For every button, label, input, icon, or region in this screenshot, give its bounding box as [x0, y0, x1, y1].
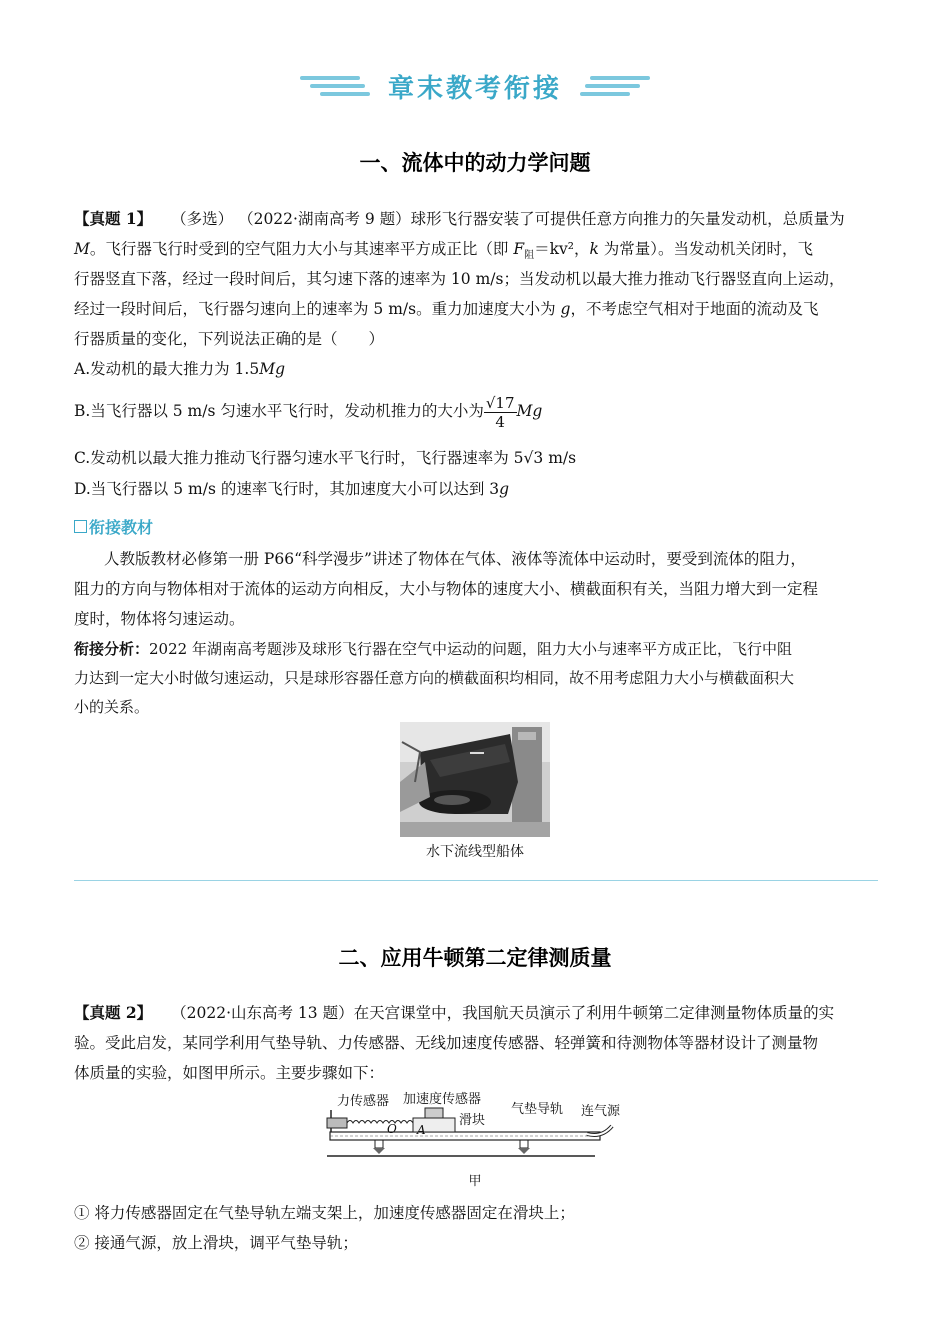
q2-line1	[74, 1002, 834, 1024]
label-force-sensor: 力传感器	[337, 1094, 390, 1109]
option-b-fraction	[484, 394, 517, 431]
q1-mass-symbol: M	[74, 240, 90, 258]
analysis-line3: 小的关系。	[74, 698, 150, 716]
option-a-mg: Mg	[259, 360, 285, 378]
q1-option-c: C.发动机以最大推力推动飞行器匀速水平飞行时，飞行器速率为 5√3 m/s	[74, 449, 577, 467]
q1-line1	[74, 208, 845, 230]
label-point-o: O	[387, 1122, 397, 1136]
analysis-line2: 力达到一定大小时做匀速运动，只是球形容器任意方向的横截面积均相同，故不用考虑阻力大小与横截面积大	[74, 669, 795, 687]
section-divider	[74, 880, 878, 881]
section2-title: 二、应用牛顿第二定律测质量	[338, 946, 612, 970]
link-paragraph-3: 度时，物体将匀速运动。	[74, 610, 245, 628]
apparatus-figure	[325, 1090, 635, 1162]
analysis-line1	[74, 638, 792, 660]
label-air-track: 气垫导轨	[511, 1102, 564, 1117]
q1-option-d	[74, 478, 509, 500]
q2-tag: 【真题 2】	[74, 1003, 153, 1022]
section1-title: 一、流体中的动力学问题	[359, 151, 591, 175]
option-a-text: A.发动机的最大推力为 1.5	[74, 360, 260, 378]
banner-title: 章末教考衔接	[387, 74, 562, 104]
step-2: ② 接通气源，放上滑块，调平气垫导轨；	[74, 1234, 358, 1252]
analysis-text-1: 2022 年湖南高考题涉及球形飞行器在空气中运动的问题，阻力大小与速率平方成正比，飞行中阻	[149, 640, 792, 658]
fraction-numerator: √17	[485, 393, 515, 412]
q1-k-symbol: k	[589, 240, 599, 258]
link-paragraph-1: 人教版教材必修第一册 P66“科学漫步”讲述了物体在气体、液体等流体中运动时，要受到流体的阻力，	[104, 550, 806, 568]
q1-line4-end: ，不考虑空气相对于地面的流动及飞	[570, 300, 819, 318]
q2-line3: 体质量的实验，如图甲所示。主要步骤如下：	[74, 1064, 385, 1082]
step-1: ① 将力传感器固定在气垫导轨左端支架上，加速度传感器固定在滑块上；	[74, 1204, 575, 1222]
q1-option-a	[74, 358, 285, 380]
label-point-a: A	[417, 1123, 426, 1137]
q1-line5: 行器质量的变化，下列说法正确的是（ ）	[74, 330, 385, 348]
q1-line4-text: 经过一段时间后，飞行器匀速向上的速率为 5 m/s。重力加速度大小为	[74, 300, 561, 318]
photo-caption: 水下流线型船体	[426, 844, 524, 860]
option-d-text: D.当飞行器以 5 m/s 的速率飞行时，其加速度大小可以达到 3	[74, 480, 500, 498]
option-d-g: g	[499, 480, 510, 498]
fraction-denominator: 4	[495, 412, 505, 431]
option-b-text: B.当飞行器以 5 m/s 匀速水平飞行时，发动机推力的大小为	[74, 402, 484, 420]
link-heading	[74, 515, 153, 538]
q1-g-symbol: g	[560, 300, 571, 318]
chapter-banner	[300, 66, 650, 104]
q1-line3: 行器竖直下落，经过一段时间后，其匀速下落的速率为 10 m/s；当发动机以最大推力推动飞行器竖直向上运动，	[74, 270, 845, 288]
q2-line1-text: 在天宫课堂中，我国航天员演示了利用牛顿第二定律测量物体质量的实	[353, 1004, 835, 1022]
figure-caption: 甲	[468, 1174, 482, 1189]
q2-line2: 验。受此启发，某同学利用气垫导轨、力传感器、无线加速度传感器、轻弹簧和待测物体等器材设计了测量物	[74, 1034, 819, 1052]
q1-line2-text: 。飞行器飞行时受到的空气阻力大小与其速率平方成正比（即	[89, 240, 514, 258]
q1-line2	[74, 238, 813, 267]
q1-force-symbol: F	[513, 240, 525, 258]
q1-line2-end: 为常量）。当发动机关闭时，飞	[598, 240, 814, 258]
analysis-label: 衔接分析：	[74, 640, 150, 658]
label-air-source: 连气源	[581, 1104, 621, 1119]
q1-formula: ＝kv²，	[534, 240, 590, 258]
label-accel-sensor: 加速度传感器	[403, 1092, 482, 1107]
checkbox-icon	[74, 520, 87, 533]
q2-source: （2022·山东高考 13 题）	[171, 1004, 354, 1022]
link-paragraph-2: 阻力的方向与物体相对于流体的运动方向相反，大小与物体的速度大小、横截面积有关，当阻力增大到一定程	[74, 580, 819, 598]
q1-tag: 【真题 1】	[74, 209, 153, 228]
q1-force-subscript: 阻	[524, 250, 535, 262]
label-slider: 滑块	[459, 1113, 486, 1128]
link-heading-text: 衔接教材	[89, 518, 154, 537]
q1-line4	[74, 298, 818, 320]
option-b-mg: Mg	[516, 402, 543, 420]
q1-line1-text: 球形飞行器安装了可提供任意方向推力的矢量发动机，总质量为	[410, 210, 845, 228]
q1-source: （2022·湖南高考 9 题）	[238, 210, 411, 228]
q1-type: （多选）	[171, 210, 234, 228]
ship-photo	[400, 722, 550, 837]
q1-option-b	[74, 392, 542, 431]
